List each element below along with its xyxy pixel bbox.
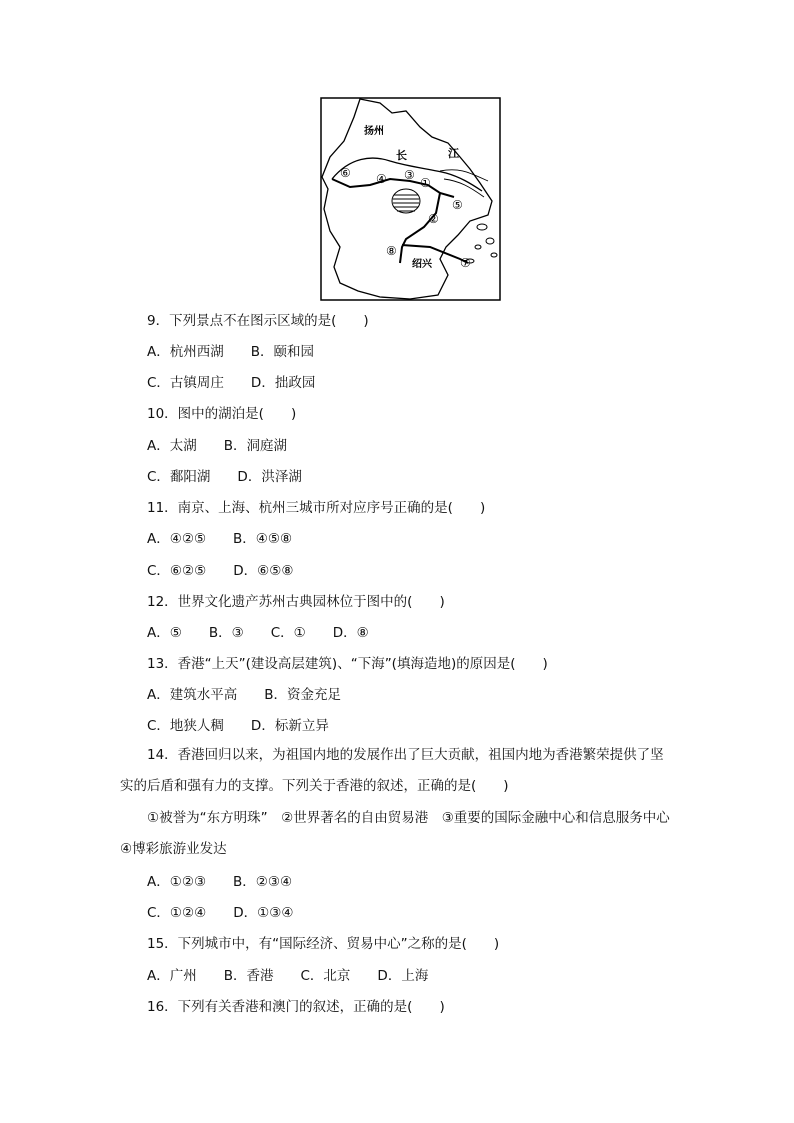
marker-4: ④ <box>376 172 387 186</box>
label-shaoxing: 绍兴 <box>412 259 432 270</box>
question-14-options-1: A．①②③ B．②③④ <box>147 874 293 890</box>
label-yangzhou: 扬州 <box>364 126 384 137</box>
question-9-options-2: C．古镇周庄 D．拙政园 <box>147 375 316 391</box>
marker-3: ③ <box>404 168 415 182</box>
marker-2: ② <box>428 212 439 226</box>
question-12-stem: 12．世界文化遗产苏州古典园林位于图中的( ) <box>147 594 445 610</box>
question-11-options-1: A．④②⑤ B．④⑤⑧ <box>147 531 293 547</box>
yangtze-delta-map <box>320 97 501 301</box>
marker-1: ① <box>420 176 431 190</box>
label-chang: 长 <box>396 149 407 162</box>
marker-8: ⑧ <box>386 244 397 258</box>
question-10-options-1: A．太湖 B．洞庭湖 <box>147 438 287 454</box>
marker-6: ⑥ <box>340 166 351 180</box>
question-13-stem: 13．香港“上天”(建设高层建筑)、“下海”(填海造地)的原因是( ) <box>147 656 548 672</box>
question-16-stem: 16．下列有关香港和澳门的叙述，正确的是( ) <box>147 999 445 1015</box>
question-10-stem: 10．图中的湖泊是( ) <box>147 406 297 422</box>
marker-5: ⑤ <box>452 198 463 212</box>
lake-taihu <box>392 189 420 213</box>
question-12-options-1: A．⑤ B．③ C．① D．⑧ <box>147 625 369 641</box>
marker-7: ⑦ <box>460 256 471 270</box>
question-15-options-1: A．广州 B．香港 C．北京 D．上海 <box>147 968 429 984</box>
question-9-stem: 9．下列景点不在图示区域的是( ) <box>147 313 369 329</box>
question-14-stem: 14．香港回归以来，为祖国内地的发展作出了巨大贡献，祖国内地为香港繁荣提供了坚实的后盾和强有力的支撑。下列关于香港的叙述，正确的是( ) <box>120 747 664 794</box>
question-13-options-1: A．建筑水平高 B．资金充足 <box>147 687 341 703</box>
question-15-stem: 15．下列城市中，有“国际经济、贸易中心”之称的是( ) <box>147 936 500 952</box>
question-13-options-2: C．地狭人稠 D．标新立异 <box>147 718 329 734</box>
label-jiang: 江 <box>448 147 459 160</box>
question-10-options-2: C．鄱阳湖 D．洪泽湖 <box>147 469 302 485</box>
question-14-options-2: C．①②④ D．①③④ <box>147 905 294 921</box>
question-11-stem: 11．南京、上海、杭州三城市所对应序号正确的是( ) <box>147 500 486 516</box>
question-11-options-2: C．⑥②⑤ D．⑥⑤⑧ <box>147 563 294 579</box>
question-14-statements: ①被誉为“东方明珠” ②世界著名的自由贸易港 ③重要的国际金融中心和信息服务中心 ④博彩旅游业发达 <box>120 810 684 857</box>
question-9-options-1: A．杭州西湖 B．颐和园 <box>147 344 314 360</box>
